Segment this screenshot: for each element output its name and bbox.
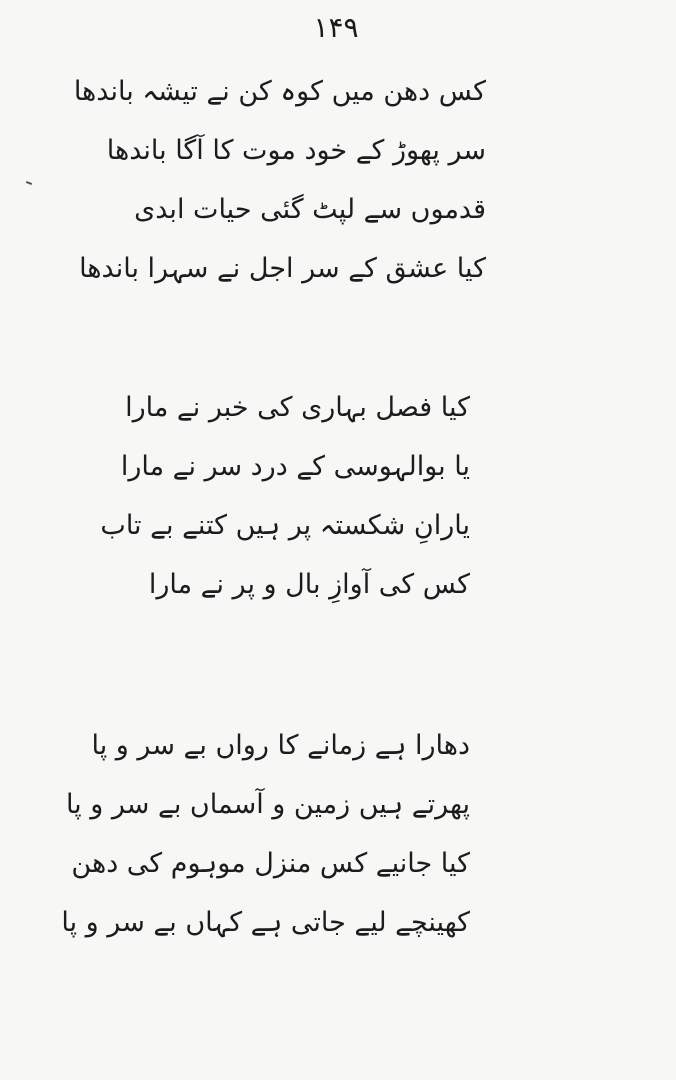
- verse-line: کس دھن میں کوہ کن نے تیشہ باندھا: [73, 76, 486, 107]
- verse-line: کھینچے لیے جاتی ہے کہاں بے سر و پا: [61, 907, 470, 938]
- verse-line: یارانِ شکستہ پر ہیں کتنے بے تاب: [100, 510, 470, 541]
- stanza-2: [100, 378, 470, 614]
- verse-line: کس کی آوازِ بال و پر نے مارا: [148, 569, 470, 600]
- page-number: ۱۴۹: [313, 11, 359, 44]
- verse-line: کیا جانیے کس منزل موہوم کی دھن: [71, 848, 470, 879]
- verse-line: دھارا ہے زمانے کا رواں بے سر و پا: [91, 730, 470, 761]
- stray-ink-mark: [26, 181, 32, 185]
- stanza-3: [61, 716, 470, 952]
- stanza-1: [73, 62, 486, 298]
- verse-line: پھرتے ہیں زمین و آسماں بے سر و پا: [65, 789, 470, 820]
- verse-line: یا بوالہوسی کے درد سر نے مارا: [120, 451, 470, 482]
- verse-line: کیا فصل بہاری کی خبر نے مارا: [125, 392, 470, 423]
- verse-line: سر پھوڑ کے خود موت کا آگا باندھا: [106, 135, 486, 166]
- verse-line: کیا عشق کے سر اجل نے سہرا باندھا: [79, 253, 486, 284]
- verse-line: قدموں سے لپٹ گئی حیات ابدی: [134, 194, 486, 225]
